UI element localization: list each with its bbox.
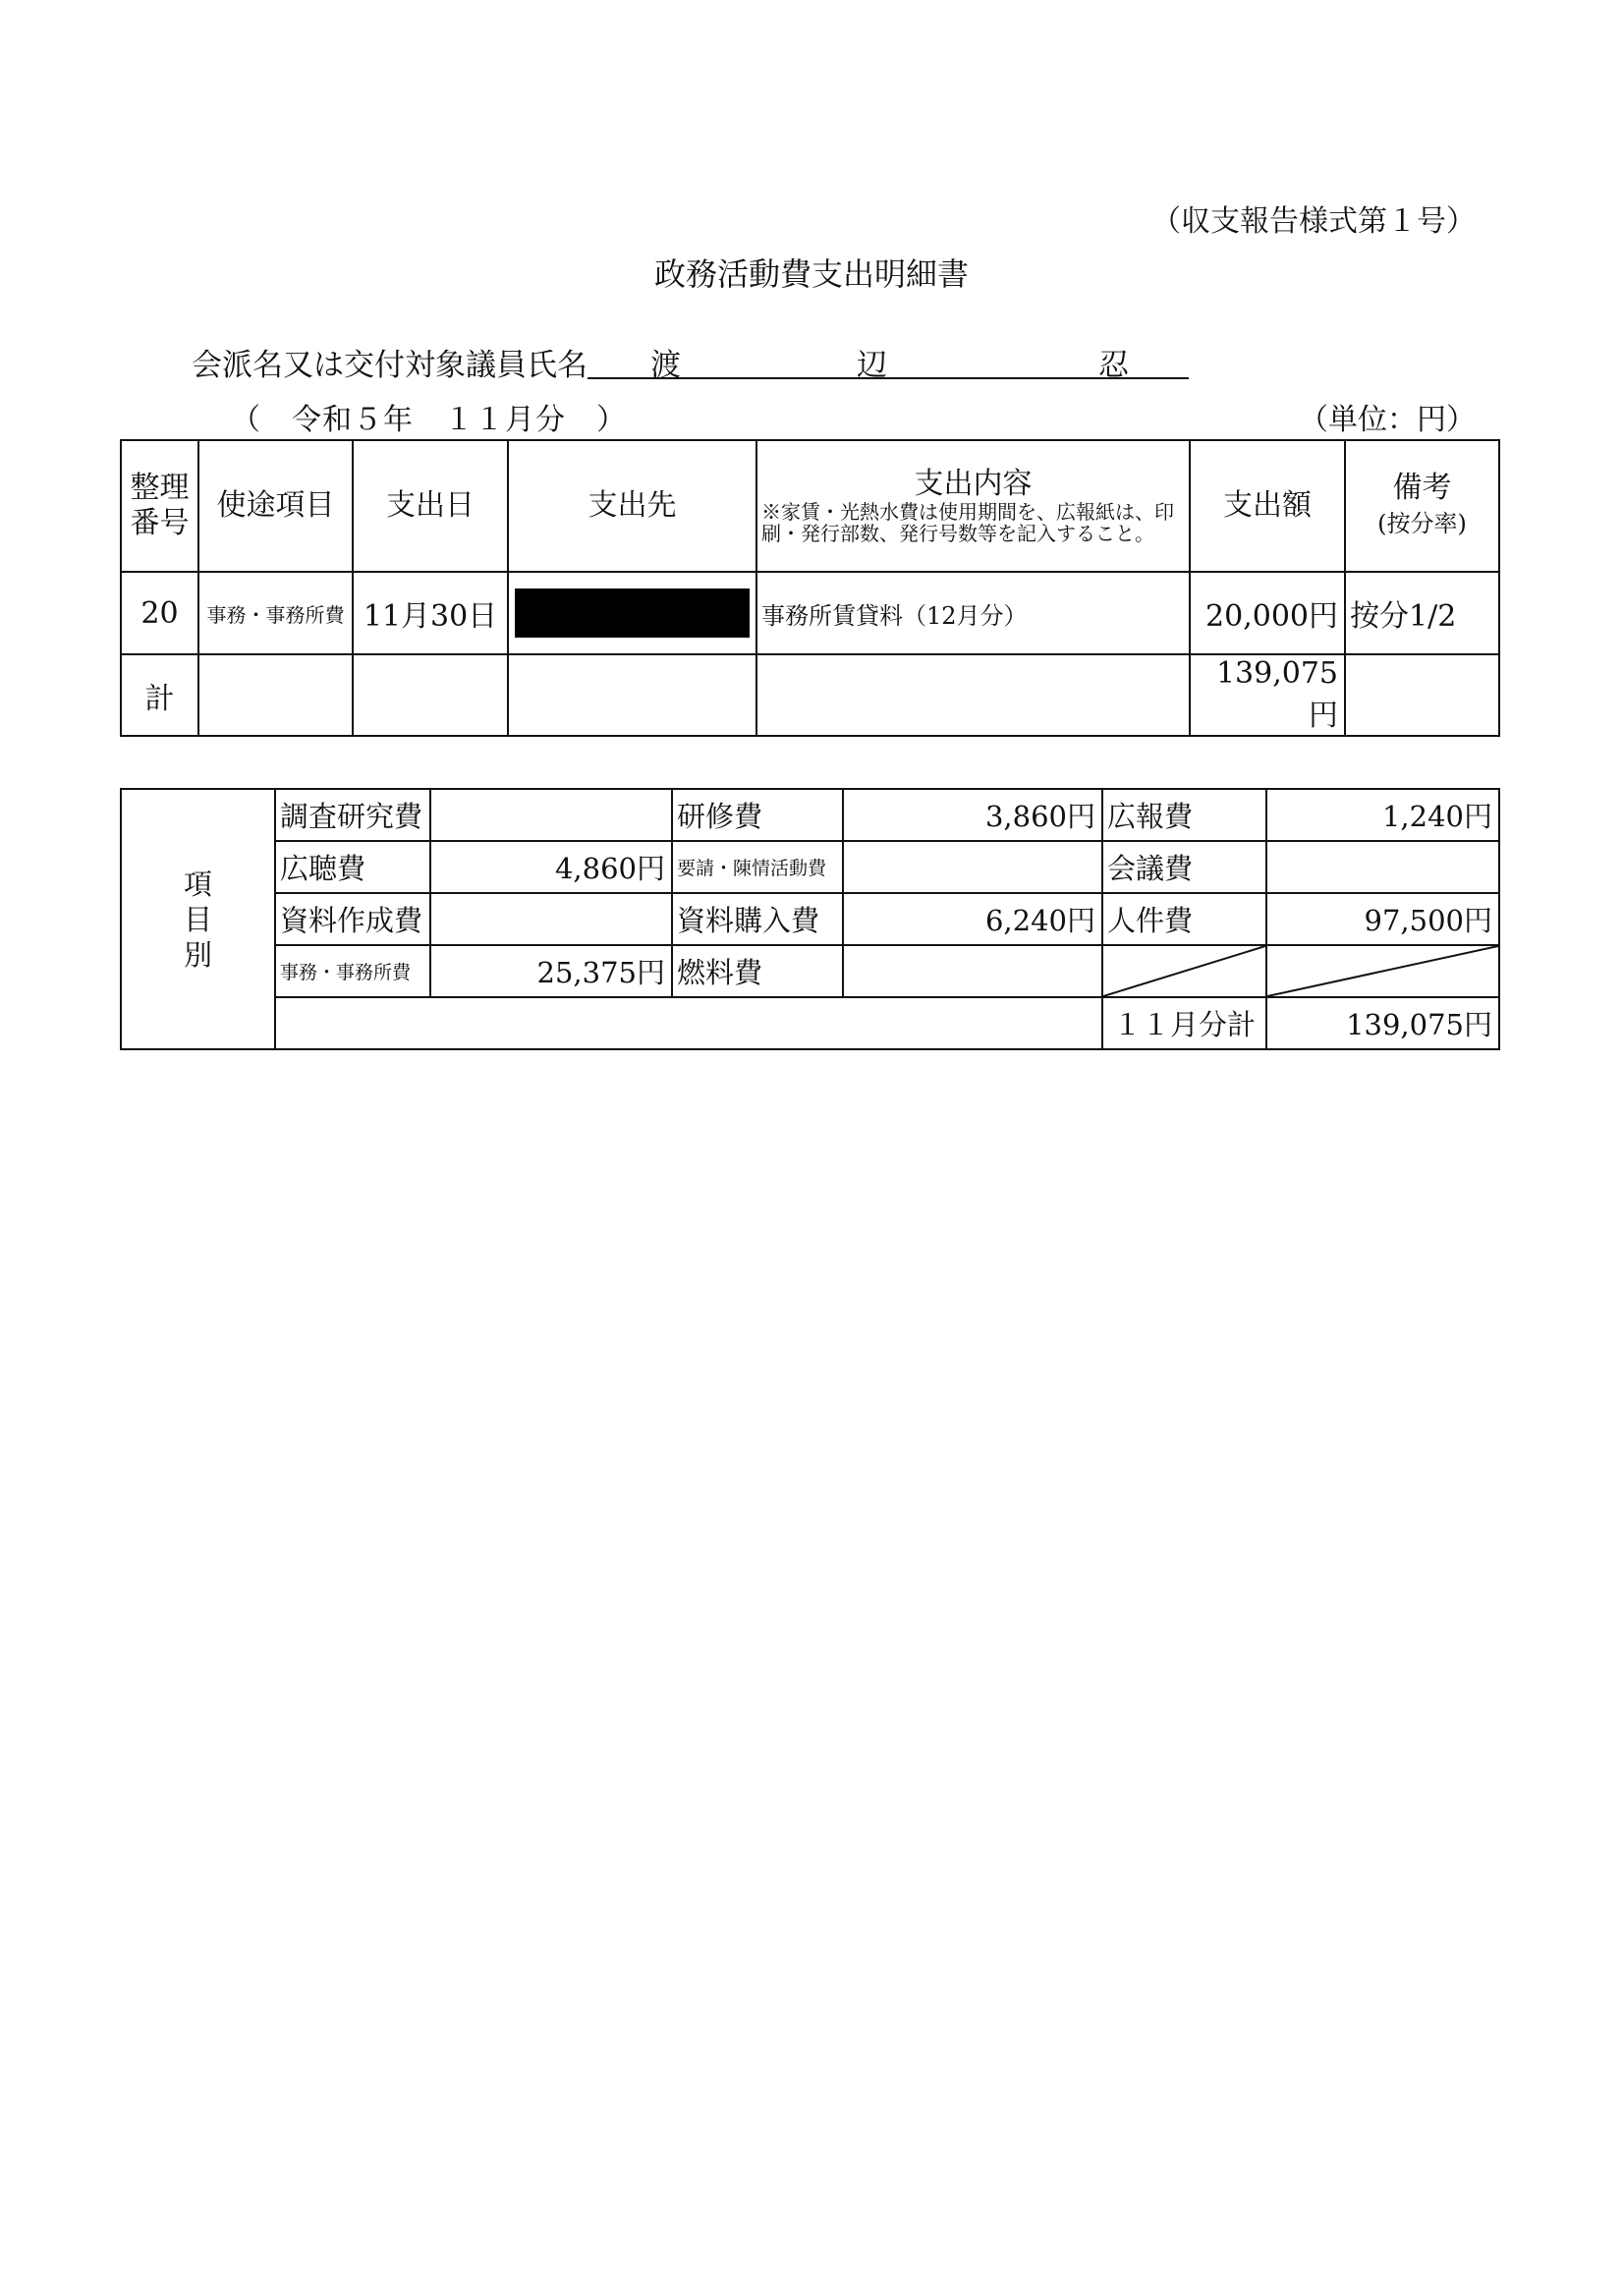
- empty-cell: [508, 654, 756, 736]
- summary-item-value: 4,860円: [430, 841, 672, 893]
- summary-item-value: 6,240円: [843, 893, 1102, 945]
- summary-item-label: 燃料費: [672, 945, 843, 997]
- unit-label: （単位：円）: [1299, 403, 1476, 437]
- side-label-char: 別: [183, 937, 212, 972]
- summary-row: [121, 893, 1499, 945]
- summary-item-value: [430, 789, 672, 841]
- header-category: 使途項目: [198, 440, 353, 572]
- detail-header-row: [121, 440, 1499, 572]
- summary-item-label: 資料作成費: [275, 893, 430, 945]
- recipient-name-part: 渡: [650, 348, 681, 383]
- recipient-label: 会派名又は交付対象議員氏名: [192, 348, 588, 383]
- crossed-out-cell: [1102, 945, 1266, 997]
- summary-item-value: [843, 841, 1102, 893]
- redaction-box: [515, 588, 750, 638]
- empty-cell: [275, 997, 1102, 1049]
- summary-item-label: 要請・陳情活動費: [672, 841, 843, 893]
- row-payee: [508, 572, 756, 654]
- summary-row: [121, 789, 1499, 841]
- detail-table: [120, 439, 1500, 737]
- total-row: [121, 654, 1499, 736]
- summary-item-label: 事務・事務所費: [275, 945, 430, 997]
- summary-item-value: 3,860円: [843, 789, 1102, 841]
- summary-side-label: [121, 789, 275, 1049]
- total-amount: 139,075円: [1190, 654, 1345, 736]
- header-remarks-title: 備考: [1392, 471, 1452, 505]
- summary-row: [121, 841, 1499, 893]
- summary-item-value: [1266, 841, 1499, 893]
- row-date: 11月30日: [353, 572, 508, 654]
- table-row: [121, 572, 1499, 654]
- crossed-out-cell: [1266, 945, 1499, 997]
- monthly-total-label: １１月分計: [1102, 997, 1266, 1049]
- empty-cell: [756, 654, 1190, 736]
- row-remarks: 按分1/2: [1345, 572, 1499, 654]
- monthly-total-value: 139,075円: [1266, 997, 1499, 1049]
- summary-total-row: [121, 997, 1499, 1049]
- total-label: 計: [121, 654, 198, 736]
- row-content: 事務所賃貸料（12月分）: [756, 572, 1190, 654]
- header-content-note: ※家賃・光熱水費は使用期間を、広報紙は、印刷・発行部数、発行号数等を記入すること。: [761, 500, 1174, 545]
- summary-table: [120, 788, 1500, 1050]
- summary-row: [121, 945, 1499, 997]
- header-remarks-sub: (按分率): [1377, 510, 1467, 537]
- summary-item-value: 25,375円: [430, 945, 672, 997]
- summary-item-label: 資料購入費: [672, 893, 843, 945]
- summary-item-label: 研修費: [672, 789, 843, 841]
- side-label-char: 項: [183, 867, 212, 901]
- summary-item-value: [430, 893, 672, 945]
- side-label-char: 目: [183, 902, 212, 936]
- header-amount: 支出額: [1190, 440, 1345, 572]
- row-amount: 20,000円: [1190, 572, 1345, 654]
- header-content-title: 支出内容: [914, 467, 1033, 501]
- header-payee: 支出先: [508, 440, 756, 572]
- summary-item-label: 広報費: [1102, 789, 1266, 841]
- summary-item-label: 調査研究費: [275, 789, 430, 841]
- diagonal-line: [1267, 946, 1498, 996]
- empty-cell: [1345, 654, 1499, 736]
- form-number: （収支報告様式第１号）: [1151, 204, 1476, 239]
- diagonal-line: [1103, 946, 1265, 996]
- period: （ 令和５年 １１月分 ）: [231, 403, 627, 437]
- row-category: 事務・事務所費: [198, 572, 353, 654]
- empty-cell: [198, 654, 353, 736]
- header-content: [756, 440, 1190, 572]
- summary-item-value: [843, 945, 1102, 997]
- empty-cell: [353, 654, 508, 736]
- document-title: 政務活動費支出明細書: [653, 255, 969, 293]
- row-number: 20: [121, 572, 198, 654]
- header-date: 支出日: [353, 440, 508, 572]
- header-remarks: [1345, 440, 1499, 572]
- recipient-name-part: 辺: [857, 348, 887, 383]
- summary-item-label: 人件費: [1102, 893, 1266, 945]
- recipient-name-part: 忍: [1098, 348, 1129, 383]
- header-number: 整理番号: [121, 440, 198, 572]
- summary-item-value: 1,240円: [1266, 789, 1499, 841]
- summary-item-label: 会議費: [1102, 841, 1266, 893]
- summary-item-label: 広聴費: [275, 841, 430, 893]
- summary-item-value: 97,500円: [1266, 893, 1499, 945]
